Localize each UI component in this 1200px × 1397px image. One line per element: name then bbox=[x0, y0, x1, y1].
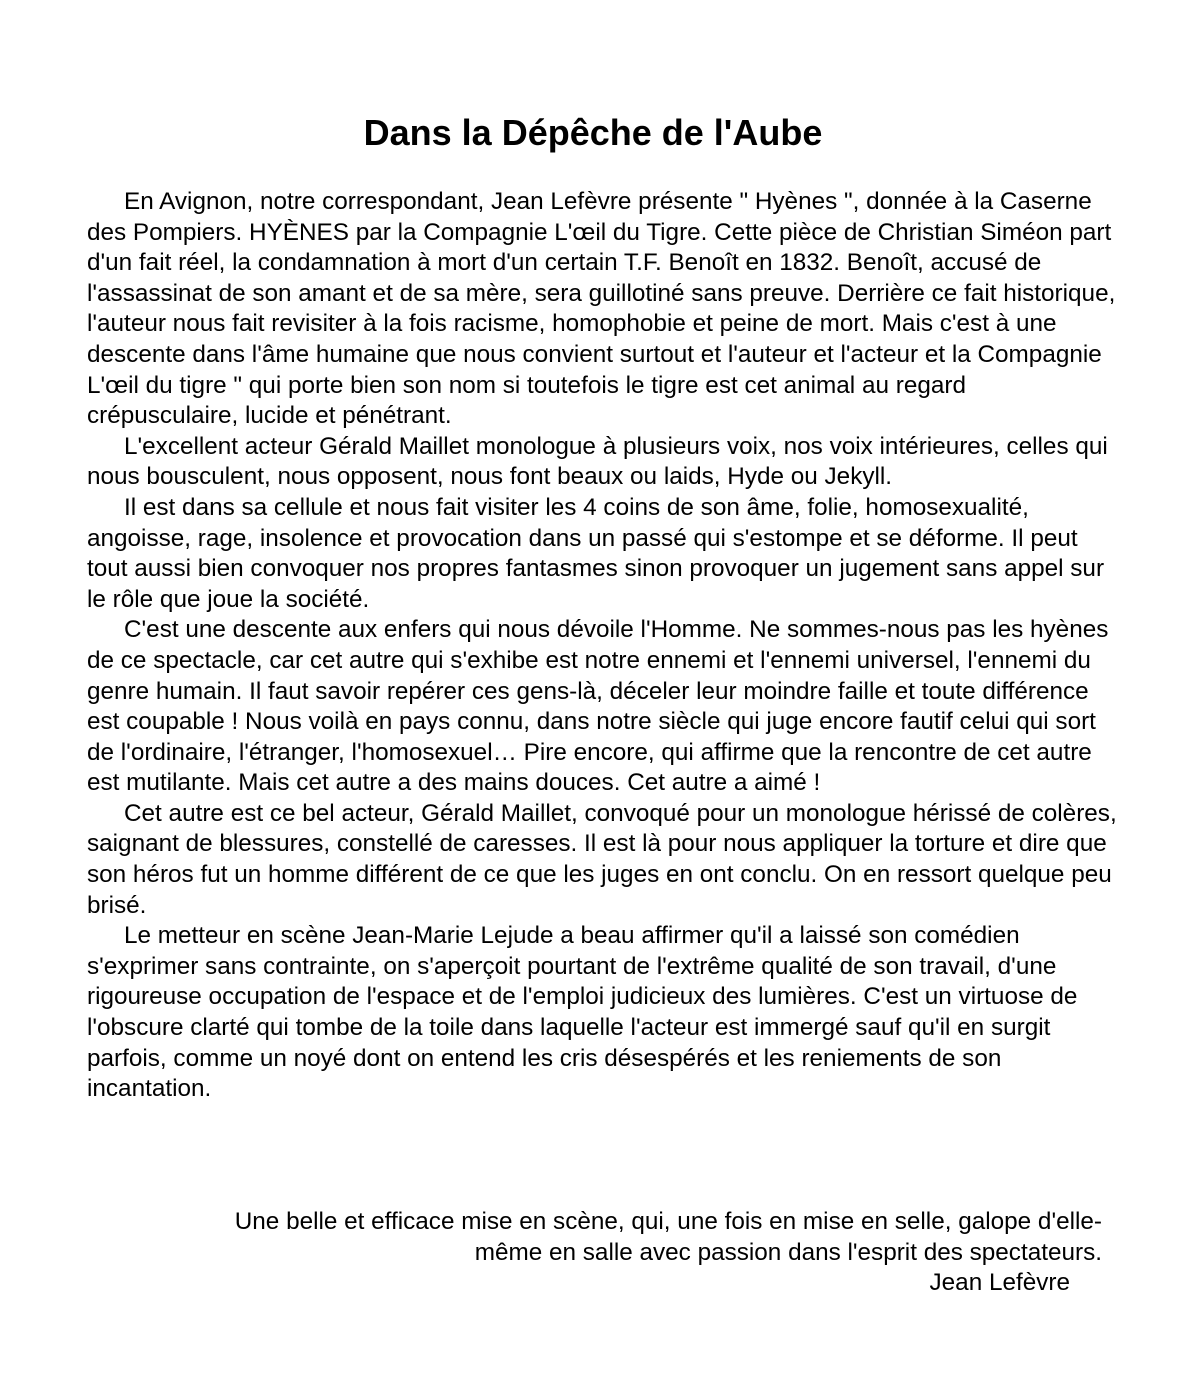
paragraph: Il est dans sa cellule et nous fait visiter les 4 coins de son âme, folie, homosexualité, angoisse, rage, insolence et provocation dans un passé qui s'estompe et se déforme. Il peut tout aussi bien convoquer nos propres fantasmes sinon provoquer un jugement sans appel sur le rôle que joue la société. bbox=[87, 493, 1105, 613]
article-title: Dans la Dépêche de l'Aube bbox=[363, 112, 823, 153]
closing-statement bbox=[87, 1207, 1102, 1268]
closing-line: Une belle et efficace mise en scène, qui, une fois en mise en selle, galope d'elle- bbox=[234, 1208, 1102, 1235]
paragraph: C'est une descente aux enfers qui nous dévoile l'Homme. Ne sommes-nous pas les hyènes de ce spectacle, car cet autre qui s'exhibe est notre ennemi et l'ennemi universel, l'ennemi du genre humain. Il faut savoir repérer ces gens-là, déceler leur moindre faille et toute différence est coupable ! Nous voilà en pays connu, dans notre siècle qui juge encore fautif celui qui sort de l'ordinaire, l'étranger, l'homosexuel… Pire encore, qui affirme que la rencontre de cet autre est mutilante. Mais cet autre a des mains douces. Cet autre a aimé ! bbox=[87, 616, 1109, 797]
author-signature: Jean Lefèvre bbox=[929, 1269, 1070, 1296]
closing-line: même en salle avec passion dans l'esprit des spectateurs. bbox=[474, 1238, 1102, 1266]
article-body bbox=[87, 187, 1117, 1105]
paragraph: Le metteur en scène Jean-Marie Lejude a beau affirmer qu'il a laissé son comédien s'exprimer sans contrainte, on s'aperçoit pourtant de l'extrême qualité de son travail, d'une rigoureuse occupation de l'espace et de l'emploi judicieux des lumières. C'est un virtuose de l'obscure clarté qui tombe de la toile dans laquelle l'acteur est immergé sauf qu'il en surgit parfois, comme un noyé dont on entend les cris désespérés et les reniements de son incantation. bbox=[87, 922, 1078, 1103]
paragraph: En Avignon, notre correspondant, Jean Lefèvre présente " Hyènes ", donnée à la Caserne des Pompiers. HYÈNES par la Compagnie L'œil du Tigre. Cette pièce de Christian Siméon part d'un fait réel, la condamnation à mort d'un certain T.F. Benoît en 1832. Benoît, accusé de l'assassinat de son amant et de sa mère, sera guillotiné sans preuve. Derrière ce fait historique, l'auteur nous fait revisiter à la fois racisme, homophobie et peine de mort. Mais c'est à une descente dans l'âme humaine que nous convient surtout et l'auteur et l'acteur et la Compagnie L'œil du tigre " qui porte bien son nom si toutefois le tigre est cet animal au regard crépusculaire, lucide et pénétrant. bbox=[87, 188, 1116, 430]
paragraph: Cet autre est ce bel acteur, Gérald Maillet, convoqué pour un monologue hérissé de colères, saignant de blessures, constellé de caresses. Il est là pour nous appliquer la torture et dire que son héros fut un homme différent de ce que les juges en ont conclu. On en ressort quelque peu brisé. bbox=[87, 799, 1117, 919]
paragraph: L'excellent acteur Gérald Maillet monologue à plusieurs voix, nos voix intérieures, celles qui nous bousculent, nous opposent, nous font beaux ou laids, Hyde ou Jekyll. bbox=[87, 432, 1108, 491]
